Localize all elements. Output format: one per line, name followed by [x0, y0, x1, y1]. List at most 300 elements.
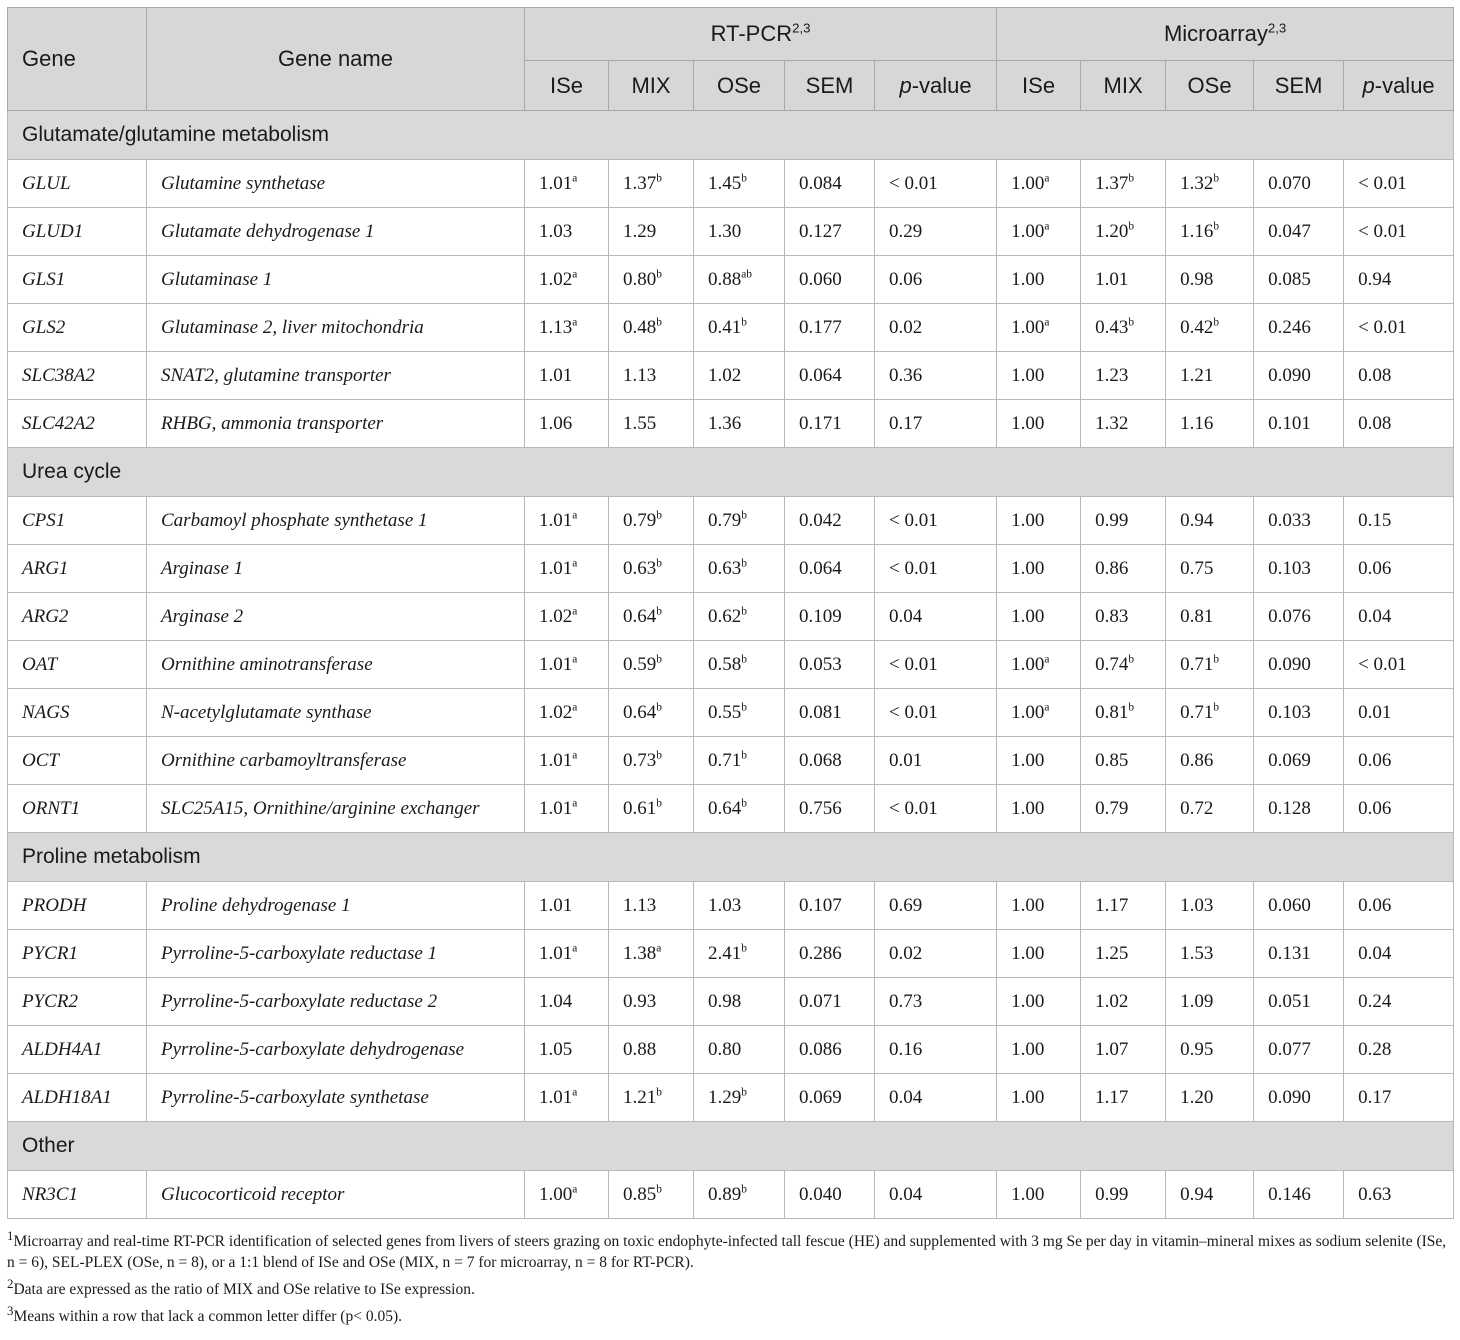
rt-value-cell — [694, 882, 785, 930]
gene-symbol: GLUL — [8, 160, 147, 208]
significance-letter: a — [572, 797, 578, 810]
ma-value-cell — [1081, 1171, 1166, 1219]
value: 0.81 — [1095, 701, 1129, 723]
value: 0.99 — [1095, 1183, 1129, 1205]
value: 0.28 — [1358, 1038, 1392, 1060]
value: 0.109 — [799, 605, 842, 627]
table-row — [8, 882, 1454, 930]
ma-value-cell — [1081, 978, 1166, 1026]
rt-value-cell — [785, 208, 875, 256]
rt-value-cell — [785, 160, 875, 208]
value: 0.246 — [1268, 316, 1311, 338]
rt-value-cell — [609, 160, 694, 208]
rt-value-cell — [694, 1074, 785, 1122]
significance-letter: ab — [741, 268, 753, 281]
value: 0.69 — [889, 894, 923, 916]
value: 1.00 — [1011, 749, 1045, 771]
value: 1.00 — [1011, 1183, 1045, 1205]
rt-value-cell — [875, 400, 997, 448]
significance-letter: b — [1213, 701, 1220, 714]
significance-letter: a — [572, 942, 578, 955]
value: 0.060 — [799, 268, 842, 290]
value: 1.05 — [539, 1038, 573, 1060]
value: 0.077 — [1268, 1038, 1311, 1060]
gene-name: Ornithine aminotransferase — [147, 641, 525, 689]
ma-value-cell — [1254, 352, 1344, 400]
table-row — [8, 1171, 1454, 1219]
ma-value-cell — [1166, 400, 1254, 448]
ma-value-cell — [1081, 256, 1166, 304]
significance-letter: b — [1128, 316, 1135, 329]
rt-value-cell — [609, 882, 694, 930]
gene-name: Proline dehydrogenase 1 — [147, 882, 525, 930]
value: 0.72 — [1180, 797, 1214, 819]
value: 0.081 — [799, 701, 842, 723]
value: 0.63 — [708, 557, 742, 579]
rt-value-cell — [875, 1026, 997, 1074]
rt-value-cell — [525, 352, 609, 400]
rt-value-cell — [785, 689, 875, 737]
value: 0.81 — [1180, 605, 1214, 627]
header-gene: Gene — [8, 8, 147, 111]
ma-value-cell — [1254, 160, 1344, 208]
value: 1.00 — [539, 1183, 573, 1205]
ma-value-cell — [997, 256, 1081, 304]
value: 2.41 — [708, 942, 742, 964]
rt-value-cell — [525, 785, 609, 833]
ma-value-cell — [1254, 545, 1344, 593]
ma-value-cell — [1166, 545, 1254, 593]
value: 1.04 — [539, 990, 573, 1012]
value: 0.064 — [799, 557, 842, 579]
value: 1.01 — [539, 653, 573, 675]
rt-value-cell — [694, 208, 785, 256]
rt-value-cell — [525, 1074, 609, 1122]
value: 1.00 — [1011, 557, 1045, 579]
rt-value-cell — [875, 1171, 997, 1219]
ma-value-cell — [1344, 882, 1454, 930]
section-row — [8, 448, 1454, 497]
subheader-rt-3: SEM — [785, 61, 875, 111]
value: 1.01 — [1095, 268, 1129, 290]
gene-symbol: ALDH18A1 — [8, 1074, 147, 1122]
rt-value-cell — [609, 352, 694, 400]
value: 0.94 — [1180, 1183, 1214, 1205]
ma-value-cell — [997, 1026, 1081, 1074]
ma-value-cell — [1254, 1171, 1344, 1219]
significance-letter: b — [741, 172, 747, 185]
significance-letter: b — [741, 942, 747, 955]
significance-letter: a — [572, 653, 578, 666]
significance-letter: a — [1044, 701, 1050, 714]
table-row — [8, 689, 1454, 737]
rt-value-cell — [525, 978, 609, 1026]
ma-value-cell — [1081, 497, 1166, 545]
footnotes — [7, 1225, 1453, 1327]
ma-value-cell — [1344, 641, 1454, 689]
ma-value-cell — [1166, 1026, 1254, 1074]
ma-value-cell — [1081, 737, 1166, 785]
significance-letter: b — [1128, 701, 1135, 714]
rt-value-cell — [875, 160, 997, 208]
ma-value-cell — [1081, 689, 1166, 737]
ma-value-cell — [1254, 1026, 1344, 1074]
value: 1.01 — [539, 509, 573, 531]
value: 0.090 — [1268, 653, 1311, 675]
rt-value-cell — [694, 737, 785, 785]
value: 0.06 — [1358, 894, 1392, 916]
value: 0.068 — [799, 749, 842, 771]
ma-value-cell — [997, 785, 1081, 833]
table-row — [8, 208, 1454, 256]
rt-value-cell — [875, 304, 997, 352]
value: 0.79 — [1095, 797, 1129, 819]
ma-value-cell — [1166, 352, 1254, 400]
rt-value-cell — [694, 1171, 785, 1219]
gene-name: Glutamate dehydrogenase 1 — [147, 208, 525, 256]
significance-letter: b — [656, 316, 662, 329]
value: 0.86 — [1095, 557, 1129, 579]
value: 0.01 — [889, 749, 923, 771]
rt-value-cell — [694, 978, 785, 1026]
value: 1.13 — [623, 894, 657, 916]
value: 0.04 — [1358, 942, 1392, 964]
section-row — [8, 1122, 1454, 1171]
value: 0.06 — [1358, 797, 1392, 819]
significance-letter: b — [656, 749, 662, 762]
value: 1.29 — [623, 220, 657, 242]
subheader-ma-2: OSe — [1166, 61, 1254, 111]
value: 0.93 — [623, 990, 657, 1012]
value: 1.37 — [623, 172, 657, 194]
value: 1.17 — [1095, 1086, 1129, 1108]
value: 0.59 — [623, 653, 657, 675]
significance-letter: b — [656, 509, 662, 522]
value: 0.62 — [708, 605, 742, 627]
significance-letter: a — [572, 557, 578, 570]
ma-value-cell — [1254, 689, 1344, 737]
value: 0.06 — [1358, 557, 1392, 579]
value: 1.32 — [1180, 172, 1214, 194]
gene-name: Arginase 2 — [147, 593, 525, 641]
ma-value-cell — [1081, 545, 1166, 593]
value: 1.36 — [708, 412, 742, 434]
ma-value-cell — [1254, 737, 1344, 785]
ma-value-cell — [1254, 785, 1344, 833]
rt-value-cell — [785, 400, 875, 448]
gene-name: SLC25A15, Ornithine/arginine exchanger — [147, 785, 525, 833]
ma-value-cell — [997, 545, 1081, 593]
rt-value-cell — [525, 689, 609, 737]
rt-value-cell — [609, 1171, 694, 1219]
rt-value-cell — [609, 930, 694, 978]
subheader-rt-0: ISe — [525, 61, 609, 111]
value: 0.48 — [623, 316, 657, 338]
value: 0.084 — [799, 172, 842, 194]
value: 1.00 — [1011, 220, 1045, 242]
value: 1.09 — [1180, 990, 1214, 1012]
significance-letter: a — [1044, 653, 1050, 666]
value: 1.17 — [1095, 894, 1129, 916]
rt-value-cell — [785, 497, 875, 545]
value: 0.128 — [1268, 797, 1311, 819]
rt-value-cell — [694, 545, 785, 593]
significance-letter: b — [741, 605, 747, 618]
ma-value-cell — [997, 208, 1081, 256]
value: 0.101 — [1268, 412, 1311, 434]
ma-value-cell — [997, 930, 1081, 978]
significance-letter: a — [572, 172, 578, 185]
section-row — [8, 833, 1454, 882]
value: 1.37 — [1095, 172, 1129, 194]
significance-letter: b — [741, 653, 747, 666]
value: 0.069 — [799, 1086, 842, 1108]
rt-value-cell — [694, 1026, 785, 1074]
ma-value-cell — [1254, 256, 1344, 304]
value: 1.16 — [1180, 220, 1214, 242]
ma-value-cell — [997, 497, 1081, 545]
rt-value-cell — [694, 641, 785, 689]
value: 0.08 — [1358, 412, 1392, 434]
value: 0.29 — [889, 220, 923, 242]
ma-value-cell — [1166, 593, 1254, 641]
rt-value-cell — [525, 1026, 609, 1074]
significance-letter: a — [1044, 316, 1050, 329]
ma-value-cell — [1254, 1074, 1344, 1122]
significance-letter: a — [572, 701, 578, 714]
value: 0.94 — [1180, 509, 1214, 531]
value: 0.107 — [799, 894, 842, 916]
value: 0.085 — [1268, 268, 1311, 290]
rt-value-cell — [609, 689, 694, 737]
ma-value-cell — [1254, 497, 1344, 545]
value: 1.02 — [539, 268, 573, 290]
rt-value-cell — [785, 593, 875, 641]
gene-symbol: GLUD1 — [8, 208, 147, 256]
value: < 0.01 — [889, 653, 938, 675]
value: < 0.01 — [889, 509, 938, 531]
gene-symbol: ARG2 — [8, 593, 147, 641]
rt-value-cell — [785, 882, 875, 930]
subheader-rt-2: OSe — [694, 61, 785, 111]
gene-symbol: PYCR1 — [8, 930, 147, 978]
ma-value-cell — [1344, 1026, 1454, 1074]
significance-letter: b — [741, 1183, 747, 1196]
ma-value-cell — [1344, 497, 1454, 545]
value: 1.01 — [539, 797, 573, 819]
value: < 0.01 — [1358, 172, 1407, 194]
value: 1.45 — [708, 172, 742, 194]
value: 0.127 — [799, 220, 842, 242]
ma-value-cell — [997, 882, 1081, 930]
value: 0.286 — [799, 942, 842, 964]
rt-value-cell — [785, 930, 875, 978]
value: 0.71 — [1180, 701, 1214, 723]
ma-value-cell — [1344, 737, 1454, 785]
ma-value-cell — [997, 400, 1081, 448]
ma-value-cell — [1166, 160, 1254, 208]
value: 0.71 — [1180, 653, 1214, 675]
value: 1.01 — [539, 942, 573, 964]
value: 0.99 — [1095, 509, 1129, 531]
rt-value-cell — [875, 689, 997, 737]
value: 0.83 — [1095, 605, 1129, 627]
gene-name: RHBG, ammonia transporter — [147, 400, 525, 448]
value: 0.94 — [1358, 268, 1392, 290]
significance-letter: a — [1044, 220, 1050, 233]
rt-value-cell — [694, 352, 785, 400]
rt-value-cell — [785, 304, 875, 352]
value: 1.21 — [623, 1086, 657, 1108]
section-title: Glutamate/glutamine metabolism — [8, 111, 1454, 160]
value: 0.04 — [1358, 605, 1392, 627]
rt-value-cell — [875, 497, 997, 545]
value: 0.71 — [708, 749, 742, 771]
gene-name: Arginase 1 — [147, 545, 525, 593]
ma-value-cell — [1081, 593, 1166, 641]
rt-value-cell — [609, 785, 694, 833]
significance-letter: b — [656, 1183, 662, 1196]
rt-value-cell — [609, 304, 694, 352]
ma-value-cell — [1344, 785, 1454, 833]
significance-letter: b — [741, 797, 747, 810]
value: 0.43 — [1095, 316, 1129, 338]
gene-name: N-acetylglutamate synthase — [147, 689, 525, 737]
ma-value-cell — [1344, 304, 1454, 352]
rt-value-cell — [875, 930, 997, 978]
ma-value-cell — [997, 641, 1081, 689]
significance-letter: b — [1128, 172, 1135, 185]
significance-letter: b — [1213, 316, 1220, 329]
rt-value-cell — [785, 641, 875, 689]
gene-symbol: PYCR2 — [8, 978, 147, 1026]
value: 0.75 — [1180, 557, 1214, 579]
value: 0.24 — [1358, 990, 1392, 1012]
significance-letter: b — [656, 268, 662, 281]
ma-value-cell — [1081, 641, 1166, 689]
value: < 0.01 — [889, 557, 938, 579]
significance-letter: a — [572, 749, 578, 762]
value: 0.08 — [1358, 364, 1392, 386]
value: 1.25 — [1095, 942, 1129, 964]
gene-name: Pyrroline-5-carboxylate reductase 2 — [147, 978, 525, 1026]
rt-value-cell — [525, 497, 609, 545]
rt-value-cell — [525, 160, 609, 208]
significance-letter: a — [572, 605, 578, 618]
value: 1.02 — [708, 364, 742, 386]
value: 0.070 — [1268, 172, 1311, 194]
ma-value-cell — [997, 689, 1081, 737]
gene-name: Glutaminase 1 — [147, 256, 525, 304]
value: 0.06 — [1358, 749, 1392, 771]
rt-value-cell — [694, 400, 785, 448]
value: 0.64 — [623, 701, 657, 723]
table-row — [8, 785, 1454, 833]
value: 1.01 — [539, 364, 573, 386]
rt-value-cell — [694, 930, 785, 978]
rt-value-cell — [609, 1074, 694, 1122]
value: 1.02 — [1095, 990, 1129, 1012]
rt-value-cell — [694, 785, 785, 833]
value: 0.076 — [1268, 605, 1311, 627]
footnote-2: $^2$Data are expressed as the ratio of MIX and OSe relative to ISe expression. — [7, 1276, 475, 1299]
value: 1.00 — [1011, 364, 1045, 386]
value: 1.00 — [1011, 653, 1045, 675]
ma-value-cell — [1344, 593, 1454, 641]
value: 0.16 — [889, 1038, 923, 1060]
rt-value-cell — [609, 737, 694, 785]
value: 1.07 — [1095, 1038, 1129, 1060]
rt-value-cell — [609, 497, 694, 545]
significance-letter: a — [572, 1086, 578, 1099]
rt-value-cell — [785, 1171, 875, 1219]
value: 1.38 — [623, 942, 657, 964]
value: 1.00 — [1011, 509, 1045, 531]
significance-letter: b — [741, 1086, 747, 1099]
subheader-ma-4: p-value — [1344, 61, 1454, 111]
significance-letter: b — [656, 172, 662, 185]
significance-letter: a — [572, 268, 578, 281]
ma-value-cell — [997, 304, 1081, 352]
value: 0.79 — [708, 509, 742, 531]
ma-value-cell — [1254, 208, 1344, 256]
rt-value-cell — [785, 1026, 875, 1074]
table-container — [7, 7, 1453, 1327]
significance-letter: b — [1128, 653, 1135, 666]
value: 0.069 — [1268, 749, 1311, 771]
rt-value-cell — [694, 497, 785, 545]
rt-value-cell — [609, 208, 694, 256]
significance-letter: b — [1213, 653, 1220, 666]
rt-value-cell — [525, 304, 609, 352]
gene-name: Glutaminase 2, liver mitochondria — [147, 304, 525, 352]
value: 0.06 — [889, 268, 923, 290]
ma-value-cell — [1344, 208, 1454, 256]
gene-symbol: OCT — [8, 737, 147, 785]
significance-letter: b — [656, 653, 662, 666]
ma-value-cell — [1166, 978, 1254, 1026]
gene-expression-table — [7, 7, 1454, 1219]
ma-value-cell — [1081, 160, 1166, 208]
ma-value-cell — [1254, 400, 1344, 448]
value: 1.00 — [1011, 894, 1045, 916]
value: 0.41 — [708, 316, 742, 338]
value: 0.42 — [1180, 316, 1214, 338]
footnote-3: $^3$Means within a row that lack a common letter differ (p< 0.05). — [7, 1303, 402, 1326]
ma-value-cell — [1254, 930, 1344, 978]
value: < 0.01 — [889, 172, 938, 194]
value: 0.051 — [1268, 990, 1311, 1012]
ma-value-cell — [1344, 160, 1454, 208]
value: 0.040 — [799, 1183, 842, 1205]
value: 1.23 — [1095, 364, 1129, 386]
rt-value-cell — [875, 256, 997, 304]
rt-value-cell — [875, 737, 997, 785]
value: 1.29 — [708, 1086, 742, 1108]
rt-value-cell — [609, 256, 694, 304]
table-row — [8, 497, 1454, 545]
value: 0.88 — [708, 268, 742, 290]
significance-letter: b — [656, 605, 662, 618]
ma-value-cell — [1081, 400, 1166, 448]
ma-value-cell — [1081, 1026, 1166, 1074]
ma-value-cell — [1344, 689, 1454, 737]
rt-value-cell — [875, 545, 997, 593]
value: 1.00 — [1011, 268, 1045, 290]
ma-value-cell — [1344, 930, 1454, 978]
ma-value-cell — [1081, 352, 1166, 400]
value: 1.00 — [1011, 172, 1045, 194]
